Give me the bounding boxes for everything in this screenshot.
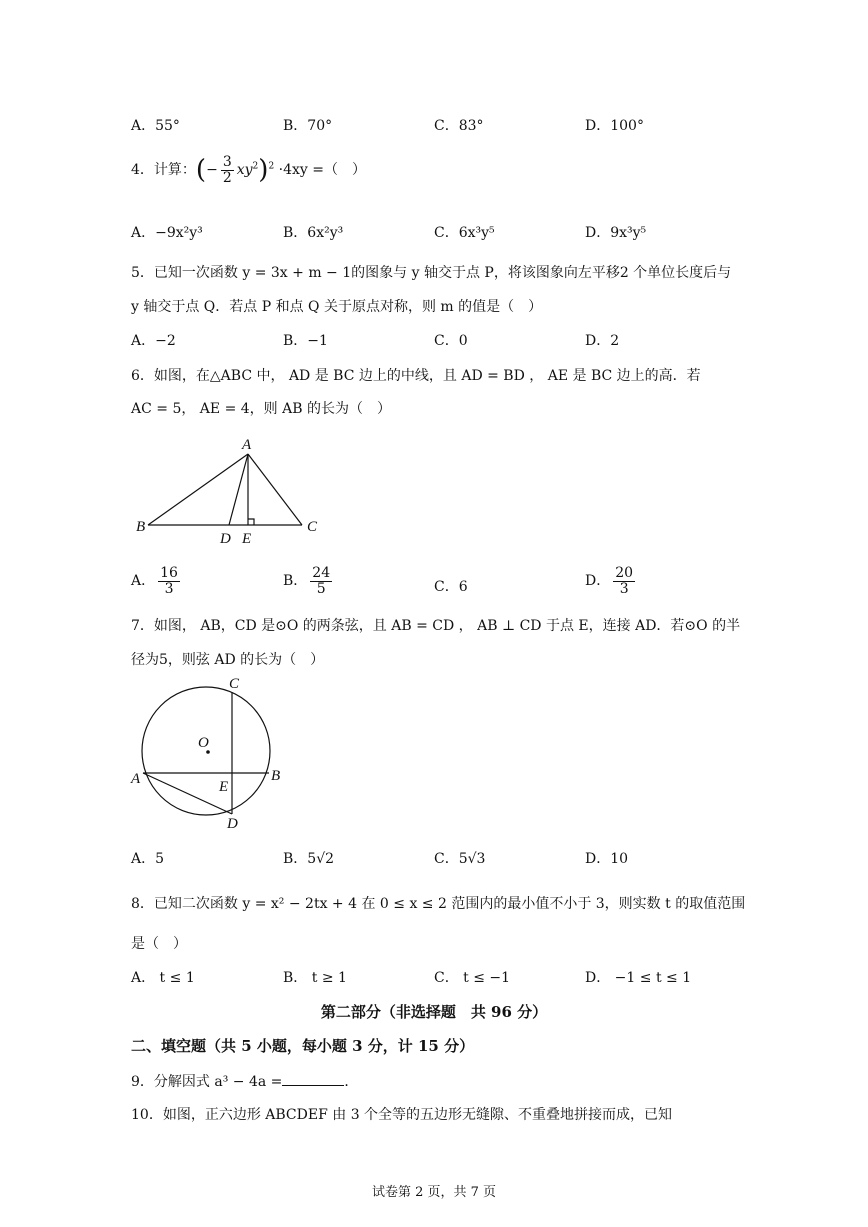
q7-line2: 径为5，则弦 AD 的长为（ ） xyxy=(131,652,325,668)
q8-option-a: A． t ≤ 1 xyxy=(131,970,195,986)
q5-option-b: B．−1 xyxy=(283,333,328,349)
label-o: O xyxy=(198,735,209,751)
q4-option-c: C．6x³y⁵ xyxy=(434,225,495,241)
label-b: B xyxy=(136,519,146,535)
label-e: E xyxy=(219,779,229,795)
q6-option-b: B． $\frac{24}{5}$ xyxy=(283,565,331,597)
part2-title: 第二部分（非选择题 共 96 分） xyxy=(320,1003,548,1021)
q7-circle-figure xyxy=(128,674,294,834)
q3-option-c: C．83° xyxy=(434,118,484,134)
q4-option-b: B．6x²y³ xyxy=(283,225,344,241)
q3-option-b: B．70° xyxy=(283,118,333,134)
label-e: E xyxy=(242,531,252,547)
q6-option-d: D． $\frac{20}{3}$ xyxy=(585,565,634,597)
page-footer: 试卷第 2 页，共 7 页 xyxy=(371,1185,497,1200)
q5-option-a: A．−2 xyxy=(131,333,176,349)
q7-option-d: D．10 xyxy=(585,851,629,867)
label-b: B xyxy=(271,768,281,784)
segment-ad xyxy=(229,454,248,525)
q8-option-b: B． t ≥ 1 xyxy=(283,970,347,986)
circle-o xyxy=(142,687,270,815)
q8-line2: 是（ ） xyxy=(131,936,187,952)
q5-option-d: D．2 xyxy=(585,333,620,349)
q4-question: 4．计算：(− $\frac{3}{2}$ $xy^2)^2 \cdot 4xy$ =（ ） xyxy=(131,154,366,186)
label-c: C xyxy=(307,519,318,535)
q6-option-a: A． $\frac{16}{3}$ xyxy=(131,565,178,597)
right-angle-mark xyxy=(248,519,254,525)
q6-line1: 6．如图，在△ABC 中， AD 是 BC 边上的中线，且 AD = BD ， AE 是 BC 边上的高．若 xyxy=(131,368,701,384)
q9-question: 9．分解因式 a³ − 4a = ． xyxy=(131,1074,359,1090)
q8-option-c: C． t ≤ −1 xyxy=(434,970,511,986)
q4-option-d: D．9x³y⁵ xyxy=(585,225,647,241)
q7-option-b: B．5√2 xyxy=(283,851,335,867)
label-c: C xyxy=(229,676,240,692)
q5-line2: y 轴交于点 Q．若点 P 和点 Q 关于原点对称，则 m 的值是（ ） xyxy=(131,299,543,315)
label-d: D xyxy=(227,816,238,832)
q10-line1: 10．如图，正六边形 ABCDEF 由 3 个全等的五边形无缝隙、不重叠地拼接而成，已知 xyxy=(131,1107,673,1123)
q7-option-c: C．5√3 xyxy=(434,851,486,867)
q4-suffix: ·4xy =（ ） xyxy=(278,162,366,179)
q6-triangle-figure xyxy=(130,432,330,550)
q7-option-a: A．5 xyxy=(131,851,165,867)
q3-option-d: D．100° xyxy=(585,118,644,134)
q4-fraction: $\frac{3}{2}$ xyxy=(222,154,232,186)
q7-line1: 7．如图， AB，CD 是⊙O 的两条弦，且 AB = CD ， AB ⊥ CD 于点 E，连接 AD．若⊙O 的半 xyxy=(131,618,741,634)
q4-option-a: A．−9x²y³ xyxy=(131,225,203,241)
label-d: D xyxy=(220,531,231,547)
q8-option-d: D． −1 ≤ t ≤ 1 xyxy=(585,970,692,986)
q8-line1: 8．已知二次函数 y = x² − 2tx + 4 在 0 ≤ x ≤ 2 范围内的最小值不小于 3，则实数 t 的取值范围 xyxy=(131,896,746,912)
q9-answer-blank[interactable] xyxy=(282,1073,344,1086)
label-a: A xyxy=(131,771,141,787)
q4-prefix: 4．计算： xyxy=(131,162,196,179)
q3-option-a: A．55° xyxy=(131,118,180,134)
section2-title: 二、填空题（共 5 小题，每小题 3 分，计 15 分） xyxy=(131,1037,475,1055)
segment-ab xyxy=(148,454,248,525)
q6-option-c: C．6 xyxy=(434,579,468,595)
label-a: A xyxy=(242,437,252,453)
q5-line1: 5．已知一次函数 y = 3x + m − 1的图象与 y 轴交于点 P，将该图象向左平移2 个单位长度后与 xyxy=(131,265,732,281)
q6-line2: AC = 5， AE = 4，则 AB 的长为（ ） xyxy=(131,401,391,417)
segment-ac xyxy=(248,454,302,525)
q5-option-c: C．0 xyxy=(434,333,468,349)
